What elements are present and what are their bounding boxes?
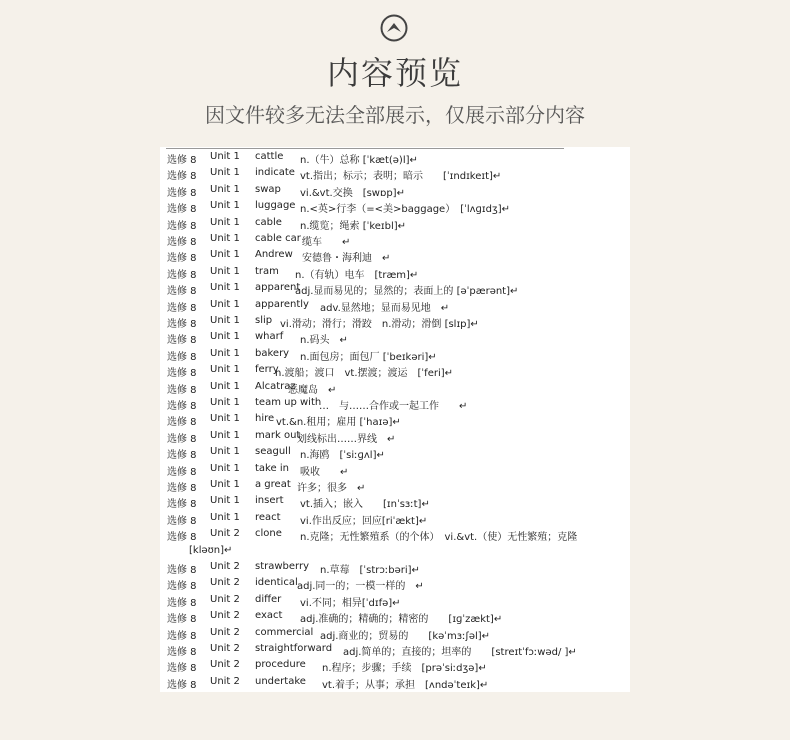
vocab-book: 选修 8	[167, 515, 197, 527]
vocab-word: apparently	[255, 298, 309, 310]
vocab-meaning: vt.插入；嵌入 [ɪnˈsɜːt]↵	[300, 499, 430, 511]
vocab-unit: Unit 1	[210, 216, 240, 228]
vocab-unit: Unit 2	[210, 577, 240, 589]
vocab-unit: Unit 1	[210, 429, 240, 441]
vocab-word: procedure	[255, 659, 306, 671]
vocab-word: identical	[255, 577, 298, 589]
vocab-word: Andrew	[255, 249, 293, 261]
vocab-book: 选修 8	[167, 253, 197, 265]
vocab-meaning: vi.不同；相异[ˈdɪfə]↵	[300, 597, 401, 609]
vocab-unit: Unit 2	[210, 610, 240, 622]
vocab-word: wharf	[255, 331, 284, 343]
vocab-book: 选修 8	[167, 614, 197, 626]
vocab-book: 选修 8	[167, 630, 197, 642]
vocab-unit: Unit 1	[210, 397, 240, 408]
vocab-meaning: … 与……合作或一起工作 ↵	[319, 401, 468, 412]
vocab-word: differ	[255, 593, 282, 605]
vocab-unit: Unit 2	[210, 593, 240, 605]
divider	[166, 148, 564, 149]
vocab-meaning: n.渡船；渡口 vt.摆渡；渡运 [ˈferi]↵	[275, 368, 454, 380]
vocab-word: indicate	[255, 167, 295, 179]
vocab-meaning: 安德鲁・海利迪 ↵	[302, 253, 391, 265]
document-preview	[160, 147, 630, 692]
vocab-unit: Unit 1	[210, 167, 240, 179]
vocab-word: undertake	[255, 675, 306, 687]
vocab-meaning: 缆车 ↵	[302, 237, 351, 248]
vocab-meaning: adj.同一的；一模一样的 ↵	[297, 581, 424, 593]
vocab-word: swap	[255, 183, 281, 195]
vocab-meaning: adj.显而易见的；显然的；表面上的 [əˈpærənt]↵	[295, 286, 519, 298]
vocab-word: apparent	[255, 282, 301, 294]
vocab-word: bakery	[255, 347, 290, 359]
vocab-book: 选修 8	[167, 335, 197, 347]
vocab-unit: Unit 1	[210, 364, 240, 376]
vocab-book: 选修 8	[167, 171, 197, 183]
vocab-meaning: n.（牛）总称 [ˈkæt(ə)l]↵	[300, 155, 418, 166]
vocab-meaning: n.面包房；面包厂 [ˈbeɪkəri]↵	[300, 351, 437, 363]
vocab-book: 选修 8	[167, 401, 197, 412]
vocab-unit: Unit 1	[210, 479, 240, 490]
vocab-book: 选修 8	[167, 187, 197, 199]
chevron-up-circle-icon	[380, 14, 408, 42]
vocab-unit: Unit 1	[210, 315, 240, 326]
vocab-meaning: 划线标出……界线 ↵	[297, 433, 396, 445]
vocab-book: 选修 8	[167, 597, 197, 609]
vocab-unit: Unit 1	[210, 282, 240, 294]
vocab-word: insert	[255, 495, 284, 507]
vocab-word: cable	[255, 216, 282, 228]
vocab-word: take in	[255, 462, 289, 474]
vocab-unit: Unit 2	[210, 528, 240, 540]
vocab-word: luggage	[255, 200, 296, 212]
vocab-unit: Unit 2	[210, 643, 240, 654]
vocab-unit: Unit 1	[210, 200, 240, 212]
vocab-meaning: n.程序；步骤；手续 [prəˈsiːdʒə]↵	[322, 663, 487, 675]
vocab-word: a great	[255, 479, 291, 490]
vocab-book: 选修 8	[167, 499, 197, 511]
vocab-word: straightforward	[255, 643, 333, 654]
vocab-word: exact	[255, 610, 283, 622]
vocab-meaning: vi.作出反应；回应[riˈækt]↵	[300, 515, 428, 527]
vocab-unit: Unit 1	[210, 331, 240, 343]
vocab-word: commercial	[255, 626, 314, 638]
vocab-meaning: 吸收 ↵	[300, 466, 349, 478]
vocab-meaning: n.草莓 [ˈstrɔːbəri]↵	[320, 565, 420, 576]
vocab-book: 选修 8	[167, 532, 197, 544]
vocab-unit: Unit 1	[210, 233, 240, 244]
vocab-word: tram	[255, 265, 279, 277]
vocab-book: 选修 8	[167, 433, 197, 445]
vocab-meaning: adj.简单的；直接的；坦率的 [streɪtˈfɔːwəd/ ]↵	[343, 647, 577, 658]
vocab-meaning: n.（有轨）电车 [træm]↵	[295, 269, 419, 281]
vocab-book: 选修 8	[167, 466, 197, 478]
vocab-meaning: adv.显然地；显而易见地 ↵	[320, 302, 450, 314]
vocab-word: hire	[255, 413, 275, 425]
vocab-book: 选修 8	[167, 319, 197, 330]
vocab-meaning: n.码头 ↵	[300, 335, 348, 347]
vocab-wrap-line: [kləʊn]↵	[189, 544, 233, 556]
vocab-unit: Unit 1	[210, 298, 240, 310]
vocab-book: 选修 8	[167, 155, 197, 166]
vocab-meaning: vt.&n.租用；雇用 [ˈhaɪə]↵	[276, 417, 401, 429]
vocab-meaning: adj.准确的；精确的；精密的 [ɪɡˈzækt]↵	[300, 614, 503, 626]
vocab-unit: Unit 1	[210, 380, 240, 392]
vocab-word: clone	[255, 528, 282, 540]
vocab-word: team up with	[255, 397, 322, 408]
vocab-word: strawberry	[255, 561, 310, 572]
vocab-unit: Unit 1	[210, 347, 240, 359]
vocab-word: seagull	[255, 446, 291, 458]
vocab-word: ferry	[255, 364, 279, 376]
vocab-meaning: vi.&vt.交换 [swɒp]↵	[300, 187, 405, 199]
vocab-book: 选修 8	[167, 647, 197, 658]
vocab-book: 选修 8	[167, 286, 197, 298]
vocab-word: cable car	[255, 233, 301, 244]
vocab-book: 选修 8	[167, 565, 197, 576]
vocab-word: react	[255, 511, 281, 523]
vocab-book: 选修 8	[167, 302, 197, 314]
vocab-unit: Unit 2	[210, 561, 240, 572]
vocab-unit: Unit 1	[210, 495, 240, 507]
vocab-book: 选修 8	[167, 220, 197, 232]
vocab-unit: Unit 2	[210, 659, 240, 671]
vocab-unit: Unit 1	[210, 511, 240, 523]
vocab-book: 选修 8	[167, 450, 197, 462]
vocab-word: Alcatraz	[255, 380, 296, 392]
vocab-meaning: 恶魔岛 ↵	[288, 384, 337, 396]
vocab-unit: Unit 1	[210, 446, 240, 458]
vocab-unit: Unit 1	[210, 183, 240, 195]
vocab-word: cattle	[255, 151, 284, 162]
vocab-book: 选修 8	[167, 204, 197, 216]
vocab-meaning: n.克隆；无性繁殖系（的个体） vi.&vt.（使）无性繁殖；克隆	[300, 532, 578, 544]
vocab-unit: Unit 1	[210, 265, 240, 277]
vocab-unit: Unit 1	[210, 249, 240, 261]
vocab-unit: Unit 1	[210, 462, 240, 474]
vocab-book: 选修 8	[167, 351, 197, 363]
vocab-unit: Unit 2	[210, 675, 240, 687]
vocab-book: 选修 8	[167, 417, 197, 429]
vocab-word: slip	[255, 315, 273, 326]
vocab-book: 选修 8	[167, 269, 197, 281]
vocab-book: 选修 8	[167, 237, 197, 248]
page-title: 内容预览	[326, 54, 463, 92]
vocab-meaning: adj.商业的；贸易的 [kəˈmɜːʃəl]↵	[320, 630, 491, 642]
vocab-meaning: vi.滑动；滑行；滑跤 n.滑动；滑倒 [slɪp]↵	[280, 319, 479, 330]
vocab-book: 选修 8	[167, 679, 197, 691]
vocab-word: mark out	[255, 429, 301, 441]
vocab-meaning: 许多；很多 ↵	[297, 483, 366, 494]
vocab-book: 选修 8	[167, 663, 197, 675]
vocab-meaning: vt.指出；标示；表明；暗示 [ˈɪndɪkeɪt]↵	[300, 171, 502, 183]
vocab-book: 选修 8	[167, 384, 197, 396]
vocab-meaning: n.<英>行李（=<美>baggage） [ˈlʌɡɪdʒ]↵	[300, 204, 511, 216]
page-subtitle: 因文件较多无法全部展示，仅展示部分内容	[205, 103, 585, 127]
vocab-meaning: n.海鸥 [ˈsiːɡʌl]↵	[300, 450, 385, 462]
vocab-book: 选修 8	[167, 368, 197, 380]
vocab-unit: Unit 1	[210, 151, 240, 162]
vocab-meaning: n.缆览；绳索 [ˈkeɪbl]↵	[300, 220, 407, 232]
vocab-book: 选修 8	[167, 483, 197, 494]
vocab-meaning: vt.着手；从事；承担 [ʌndəˈteɪk]↵	[322, 679, 489, 691]
vocab-book: 选修 8	[167, 581, 197, 593]
vocab-unit: Unit 1	[210, 413, 240, 425]
vocab-unit: Unit 2	[210, 626, 240, 638]
